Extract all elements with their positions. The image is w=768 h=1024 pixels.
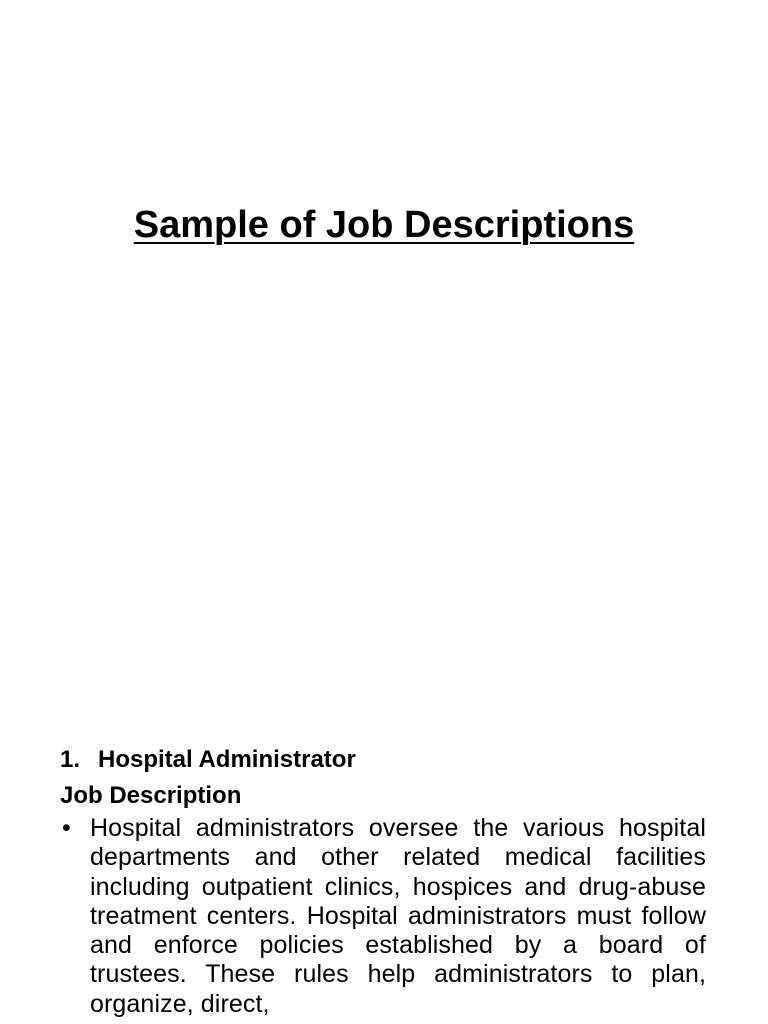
section-subheading: Job Description <box>60 782 242 809</box>
bullet-text: Hospital administrators oversee the various hospital departments and other related medical facilities including outpatient clinics, hospices and drug-abuse treatment centers. Hospital administrators must follow and enforce policies established by a board of trustees. These rules help administrators to plan, organize, direct, <box>90 814 706 1018</box>
page-title <box>0 200 768 250</box>
bullet-icon: • <box>62 814 71 842</box>
section-title: Hospital Administrator <box>98 746 356 773</box>
section-number: 1. <box>60 746 81 773</box>
bullet-item <box>60 814 706 1019</box>
bullet-list <box>60 814 706 1019</box>
page-title-text: Sample of Job Descriptions <box>133 204 635 246</box>
section-heading <box>60 742 706 778</box>
section-hospital-administrator <box>60 742 706 1019</box>
